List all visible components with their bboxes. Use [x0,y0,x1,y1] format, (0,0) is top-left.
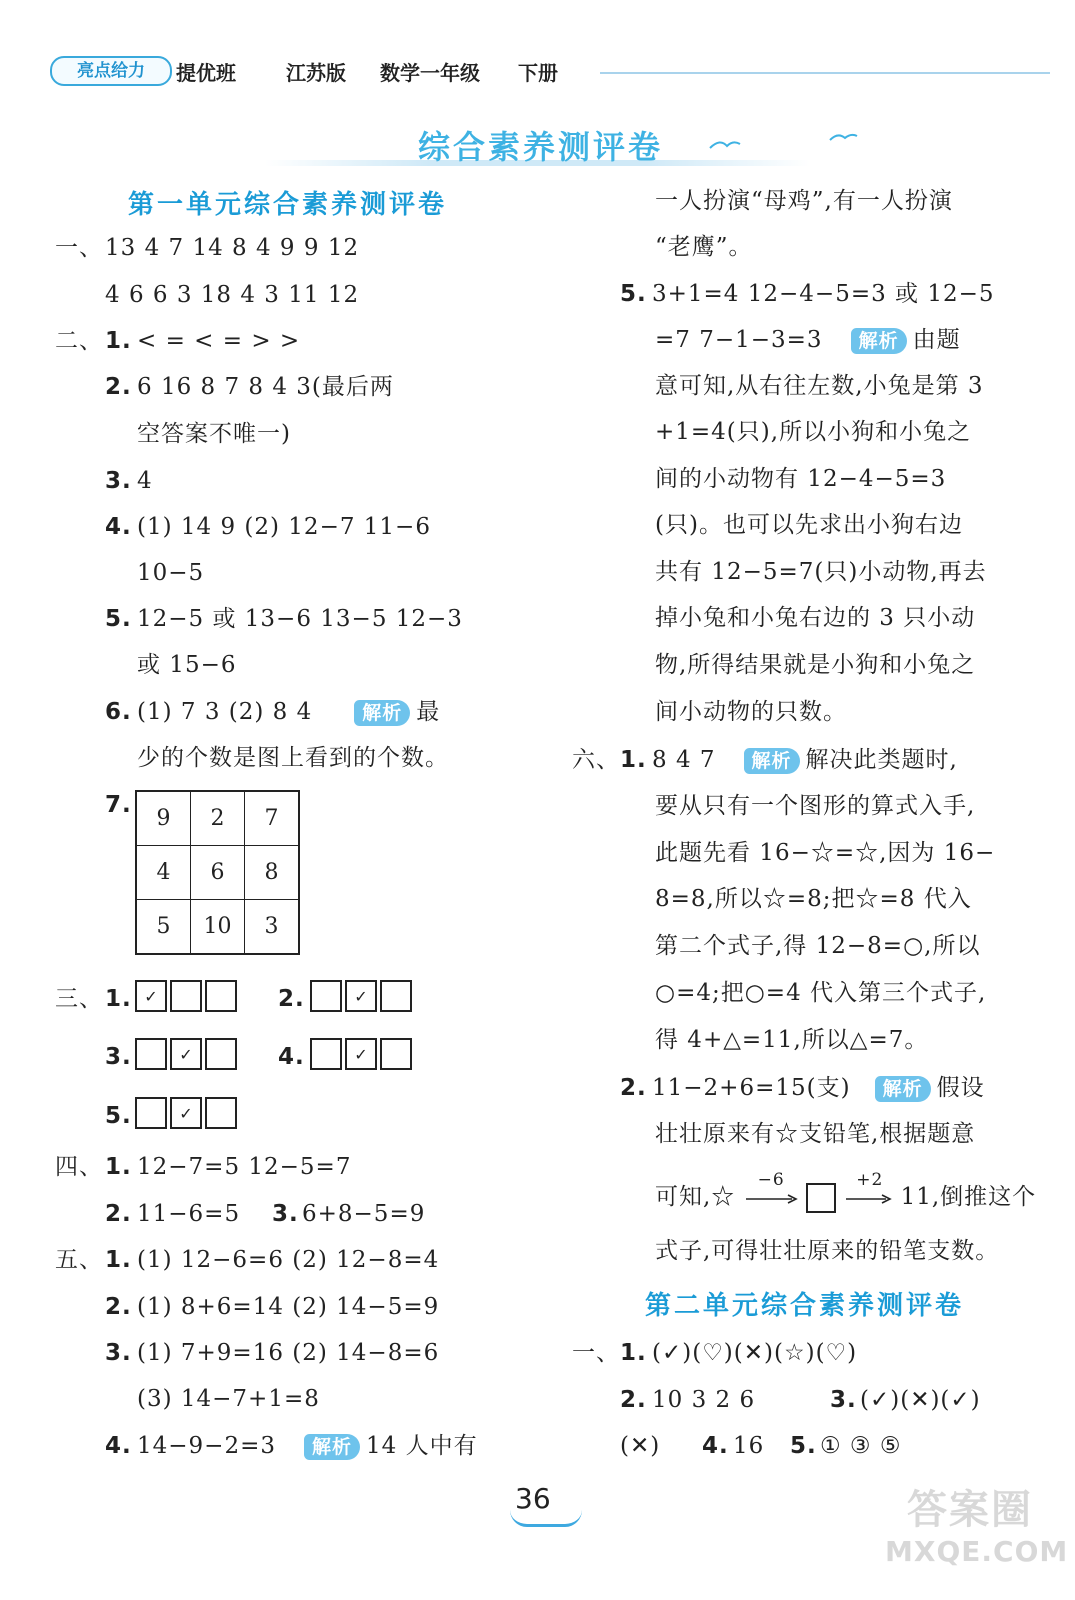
u2-q2-answer: 10 3 2 6 [652,1387,756,1413]
answer-box [205,1097,237,1129]
grid-cell: 5 [136,900,191,955]
u2-q5-answer: ① ③ ⑤ [820,1433,902,1459]
analysis-tag: 解析 [744,748,800,774]
q5-4-answer [137,1431,478,1461]
right-arrow-icon [744,1183,798,1213]
q5-5-answer-text: =7 7−1−3=3 [655,327,823,353]
header-rule [600,72,1050,74]
q4-1-number: 1. [105,1154,132,1180]
u2-q1-label: 一、 [572,1340,620,1366]
q6-2-answer [652,1073,985,1103]
check-icon: ✓ [354,1044,368,1064]
q2-4-answer-cont: 10−5 [137,560,205,586]
q6-1-number: 1. [620,747,647,773]
check-icon: ✓ [144,986,158,1006]
grid-cell: 4 [136,846,191,900]
q3-5-number: 5. [105,1103,132,1129]
check-icon: ✓ [354,986,368,1006]
q3-1-boxes [135,980,240,1012]
q3-1-number: 1. [105,986,132,1012]
q5-5-analysis-cont: 物,所得结果就是小狗和小兔之 [655,652,976,678]
q2-1-answer: < = < = > > [137,328,301,354]
q4-label: 四、 [55,1154,103,1180]
q5-4-number: 4. [105,1433,132,1459]
answer-box [310,980,342,1012]
watermark-bottom: MXQE.COM [885,1535,1069,1568]
q2-5-answer: 12−5 或 13−6 13−5 12−3 [137,606,463,632]
q5-3-number: 3. [105,1340,132,1366]
q5-5-analysis-cont: 间的小动物有 12−4−5=3 [655,466,947,492]
answer-box-checked [345,980,377,1012]
answer-box [380,980,412,1012]
check-icon: ✓ [179,1044,193,1064]
q2-5-number: 5. [105,606,132,632]
analysis-tag: 解析 [851,328,907,354]
q2-3-answer: 4 [137,468,153,494]
q5-2-answer: (1) 8+6=14 (2) 14−5=9 [137,1294,440,1320]
q2-2-answer-cont: 空答案不唯一) [137,421,291,447]
q6-1-analysis-cont: 得 4+△=11,所以△=7。 [655,1027,929,1053]
q6-1-analysis-cont: 此题先看 16−☆=☆,因为 16− [655,840,996,866]
q6-1-answer [652,745,958,775]
q2-7-number: 7. [105,792,132,818]
u2-q3-answer-cont: (✕) [620,1433,661,1459]
q3-3-number: 3. [105,1044,132,1070]
series-name: 提优班 [176,61,236,85]
arrow-plus-2 [844,1170,892,1213]
q2-2-answer: 6 16 8 7 8 4 3(最后两 [137,374,394,400]
q6-2-analysis-cont: 式子,可得壮壮原来的铅笔支数。 [655,1238,1000,1264]
u2-q3-number: 3. [830,1387,857,1413]
q2-6-answer [137,697,440,727]
unknown-box [806,1183,836,1213]
answer-box-checked [170,1038,202,1070]
q5-5-analysis-cont: (只)。也可以先求出小狗右边 [655,512,963,538]
q6-2-analysis: 假设 [936,1075,985,1101]
q5-4-analysis-cont: 一人扮演“母鸡”,有一人扮演 [655,188,953,214]
watermark-top: 答案圈 [907,1487,1033,1533]
grid-cell: 6 [191,846,245,900]
q5-5-analysis: 由题 [912,327,961,353]
q5-5-analysis-cont: 间小动物的只数。 [655,699,847,725]
grid-cell: 2 [191,791,245,846]
q6-1-analysis: 解决此类题时, [805,747,958,773]
grid-cell: 3 [245,900,300,955]
q5-4-analysis-cont: “老鹰”。 [655,234,753,260]
watermark [885,1478,1069,1588]
u2-q4-answer: 16 [733,1433,765,1459]
u2-q2-number: 2. [620,1387,647,1413]
grid-cell: 10 [191,900,245,955]
answer-box [205,1038,237,1070]
q3-3-boxes [135,1038,240,1070]
q2-1-number: 1. [105,328,132,354]
q6-2-analysis-cont: 壮壮原来有☆支铅笔,根据题意 [655,1121,976,1147]
q5-1-number: 1. [105,1247,132,1273]
u2-q5-number: 5. [790,1433,817,1459]
q5-4-answer-text: 14−9−2=3 [137,1433,276,1459]
q1-label: 一、 [55,235,103,261]
q5-label: 五、 [55,1247,103,1273]
q5-5-analysis-cont: 掉小兔和小兔右边的 3 只小动 [655,605,976,631]
q2-4-answer: (1) 14 9 (2) 12−7 11−6 [137,514,431,540]
q1-row2: 4 6 6 3 18 4 3 11 12 [105,282,360,308]
q3-2-number: 2. [278,986,305,1012]
q5-5-analysis-cont: 共有 12−5=7(只)小动物,再去 [655,559,987,585]
brand-badge: 亮点给力 [50,56,172,86]
q2-label: 二、 [55,328,103,354]
answer-box [135,1038,167,1070]
analysis-tag: 解析 [875,1076,931,1102]
q3-4-boxes [310,1038,415,1070]
number-grid [135,790,300,955]
q6-1-analysis-cont: ○=4;把○=4 代入第三个式子, [655,980,987,1006]
q4-3-answer: 6+8−5=9 [302,1201,426,1227]
q5-5-analysis-cont: 意可知,从右往左数,小兔是第 3 [655,373,984,399]
q4-2-number: 2. [105,1201,132,1227]
unit1-title: 第一单元综合素养测评卷 [128,190,448,220]
q6-1-analysis-cont: 第二个式子,得 12−8=○,所以 [655,933,981,959]
q6-1-analysis-cont: 8=8,所以☆=8;把☆=8 代入 [655,886,972,912]
q3-label: 三、 [55,986,103,1012]
q2-3-number: 3. [105,468,132,494]
right-arrow-icon [844,1183,892,1213]
q4-1-answer: 12−7=5 12−5=7 [137,1154,352,1180]
q6-2-flow-start: 可知,☆ [655,1184,736,1210]
page-number: 36 [515,1482,551,1515]
answer-box-checked [170,1097,202,1129]
check-icon: ✓ [179,1103,193,1123]
q5-5-answer: 3+1=4 12−4−5=3 或 12−5 [652,281,995,307]
answer-box [170,980,202,1012]
u2-q1-number: 1. [620,1340,647,1366]
volume-label: 下册 [518,61,558,85]
q3-5-boxes [135,1097,240,1129]
q2-6-analysis-cont: 少的个数是图上看到的个数。 [137,745,449,771]
q6-1-analysis-cont: 要从只有一个图形的算式入手, [655,793,976,819]
q5-5-analysis-cont: +1=4(只),所以小狗和小兔之 [655,419,972,445]
q5-2-number: 2. [105,1294,132,1320]
q1-row1: 13 4 7 14 8 4 9 9 12 [105,235,360,261]
page-number-arc [510,1510,582,1527]
q6-2-flow-end: 11,倒推这个 [900,1184,1037,1210]
q6-2-answer-text: 11−2+6=15(支) [652,1075,851,1101]
u2-q3-answer: (✓)(✕)(✓) [860,1387,981,1413]
q2-6-answer-text: (1) 7 3 (2) 8 4 [137,699,313,725]
q6-1-answer-text: 8 4 7 [652,747,716,773]
q6-2-flow [655,1170,1037,1213]
grid-cell: 7 [245,791,300,846]
answer-box [205,980,237,1012]
subject-label: 数学一年级 [380,61,480,85]
q2-2-number: 2. [105,374,132,400]
q3-2-boxes [310,980,415,1012]
q2-6-analysis: 最 [416,699,441,725]
q2-5-answer-cont: 或 15−6 [137,652,237,678]
bird-icon [705,128,865,158]
arrow-minus-6 [744,1170,798,1213]
arrow-label: +2 [856,1170,884,1190]
u2-q1-answer: (✓)(♡)(✕)(☆)(♡) [652,1340,858,1366]
q4-2-answer: 11−6=5 [137,1201,241,1227]
q5-4-analysis: 14 人中有 [366,1433,478,1459]
edition-label: 江苏版 [286,61,346,85]
answer-box [310,1038,342,1070]
answer-box-checked [135,980,167,1012]
answer-box [380,1038,412,1070]
analysis-tag: 解析 [304,1434,360,1460]
q2-6-number: 6. [105,699,132,725]
q4-3-number: 3. [272,1201,299,1227]
q6-label: 六、 [572,747,620,773]
q3-4-number: 4. [278,1044,305,1070]
q5-3-answer-cont: (3) 14−7+1=8 [137,1386,320,1412]
answer-box [135,1097,167,1129]
q5-1-answer: (1) 12−6=6 (2) 12−8=4 [137,1247,440,1273]
q6-2-number: 2. [620,1075,647,1101]
unit2-title: 第二单元综合素养测评卷 [645,1291,965,1321]
q5-3-answer: (1) 7+9=16 (2) 14−8=6 [137,1340,440,1366]
q5-5-number: 5. [620,281,647,307]
answer-box-checked [345,1038,377,1070]
page-title: 综合素养测评卷 [418,128,664,166]
grid-cell: 9 [136,791,191,846]
q2-4-number: 4. [105,514,132,540]
analysis-tag: 解析 [354,700,410,726]
u2-q4-number: 4. [702,1433,729,1459]
grid-cell: 8 [245,846,300,900]
q5-5-answer-cont [655,325,961,355]
arrow-label: −6 [757,1170,785,1190]
